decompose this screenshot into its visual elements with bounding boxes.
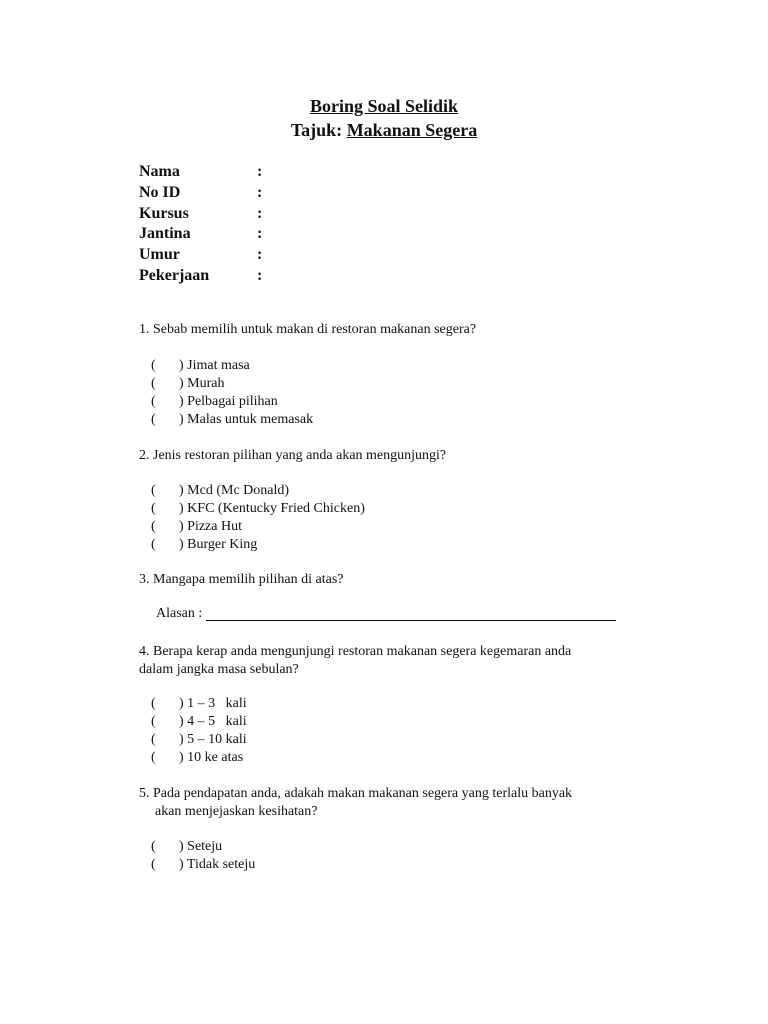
option-label: Mcd (Mc Donald)	[187, 483, 290, 498]
info-label: Umur	[139, 246, 180, 264]
option-label: Burger King	[187, 537, 258, 552]
option-checkbox[interactable]	[151, 713, 247, 731]
info-row-nama	[139, 162, 262, 183]
question-5-line-1: 5. Pada pendapatan anda, adakah makan makanan segera yang terlalu banyak	[139, 786, 573, 801]
option-paren-close: )	[179, 501, 184, 516]
info-label: No ID	[139, 183, 181, 201]
option-label: 1 – 3 kali	[187, 696, 247, 711]
option-paren-open: (	[151, 394, 156, 409]
option-paren-open: (	[151, 358, 156, 373]
question-1-options	[151, 357, 313, 429]
info-label: Kursus	[139, 204, 189, 222]
option-paren-close: )	[179, 376, 184, 391]
option-paren-open: (	[151, 519, 156, 534]
info-row-no-id	[139, 183, 262, 204]
option-checkbox[interactable]	[151, 393, 313, 411]
option-checkbox[interactable]	[151, 536, 365, 554]
alasan-row	[156, 605, 616, 623]
option-label: 4 – 5 kali	[187, 714, 247, 729]
option-paren-open: (	[151, 696, 156, 711]
option-label: KFC (Kentucky Fried Chicken)	[187, 501, 365, 516]
option-label: Tidak seteju	[186, 857, 256, 872]
option-paren-open: (	[151, 483, 156, 498]
option-paren-close: )	[179, 358, 184, 373]
option-paren-open: (	[151, 714, 156, 729]
document-subtitle	[0, 119, 768, 141]
option-paren-open: (	[151, 839, 156, 854]
option-checkbox[interactable]	[151, 856, 255, 874]
question-4	[139, 643, 571, 679]
option-checkbox[interactable]	[151, 749, 247, 767]
info-colon: :	[257, 225, 263, 243]
option-label: Seteju	[187, 839, 223, 854]
option-paren-open: (	[151, 857, 156, 872]
question-3: 3. Mangapa memilih pilihan di atas?	[139, 572, 344, 587]
option-label: 5 – 10 kali	[187, 732, 247, 747]
option-paren-close: )	[179, 696, 184, 711]
question-5	[139, 785, 572, 821]
info-label: Jantina	[139, 225, 191, 243]
option-paren-close: )	[179, 732, 184, 747]
question-1: 1. Sebab memilih untuk makan di restoran makanan segera?	[139, 322, 477, 337]
alasan-answer-line[interactable]	[206, 606, 616, 621]
info-row-kursus	[139, 204, 262, 225]
info-colon: :	[257, 204, 263, 222]
info-row-umur	[139, 245, 262, 266]
option-checkbox[interactable]	[151, 838, 255, 856]
option-paren-close: )	[179, 714, 184, 729]
option-label: 10 ke atas	[187, 750, 244, 765]
question-4-line-2: dalam jangka masa sebulan?	[139, 662, 299, 677]
option-label: Pelbagai pilihan	[187, 394, 278, 409]
option-paren-open: (	[151, 376, 156, 391]
option-checkbox[interactable]	[151, 411, 313, 429]
option-paren-close: )	[179, 537, 184, 552]
info-row-jantina	[139, 224, 262, 245]
option-checkbox[interactable]	[151, 695, 247, 713]
question-2-options	[151, 482, 365, 554]
info-label: Nama	[139, 163, 180, 180]
option-checkbox[interactable]	[151, 482, 365, 500]
option-paren-close: )	[179, 483, 184, 498]
info-row-pekerjaan	[139, 266, 262, 287]
question-4-options	[151, 695, 247, 767]
question-5-line-2: akan menjejaskan kesihatan?	[155, 804, 318, 819]
option-checkbox[interactable]	[151, 500, 365, 518]
option-label: Malas untuk memasak	[187, 412, 314, 427]
option-paren-open: (	[151, 501, 156, 516]
option-paren-close: )	[179, 839, 184, 854]
subtitle-topic: Makanan Segera	[346, 120, 478, 140]
info-colon: :	[257, 246, 263, 264]
document-title: Boring Soal Selidik	[309, 96, 459, 116]
question-5-options	[151, 838, 255, 874]
option-checkbox[interactable]	[151, 375, 313, 393]
info-colon: :	[257, 183, 263, 201]
alasan-label: Alasan :	[156, 606, 203, 621]
option-paren-close: )	[179, 857, 184, 872]
subtitle-prefix: Tajuk:	[290, 120, 347, 140]
option-label: Jimat masa	[187, 358, 250, 373]
option-checkbox[interactable]	[151, 518, 365, 536]
info-colon: :	[257, 266, 263, 284]
respondent-info	[139, 162, 262, 287]
question-2: 2. Jenis restoran pilihan yang anda akan mengunjungi?	[139, 448, 447, 463]
option-paren-close: )	[179, 412, 184, 427]
option-paren-close: )	[179, 750, 184, 765]
option-paren-close: )	[179, 519, 184, 534]
option-paren-open: (	[151, 412, 156, 427]
option-checkbox[interactable]	[151, 731, 247, 749]
option-paren-open: (	[151, 732, 156, 747]
option-checkbox[interactable]	[151, 357, 313, 375]
option-paren-close: )	[179, 394, 184, 409]
option-paren-open: (	[151, 750, 156, 765]
info-label: Pekerjaan	[139, 266, 210, 284]
question-4-line-1: 4. Berapa kerap anda mengunjungi restoran makanan segera kegemaran anda	[139, 644, 572, 659]
info-colon: :	[257, 163, 263, 180]
option-label: Murah	[187, 376, 225, 391]
option-label: Pizza Hut	[187, 519, 242, 534]
option-paren-open: (	[151, 537, 156, 552]
